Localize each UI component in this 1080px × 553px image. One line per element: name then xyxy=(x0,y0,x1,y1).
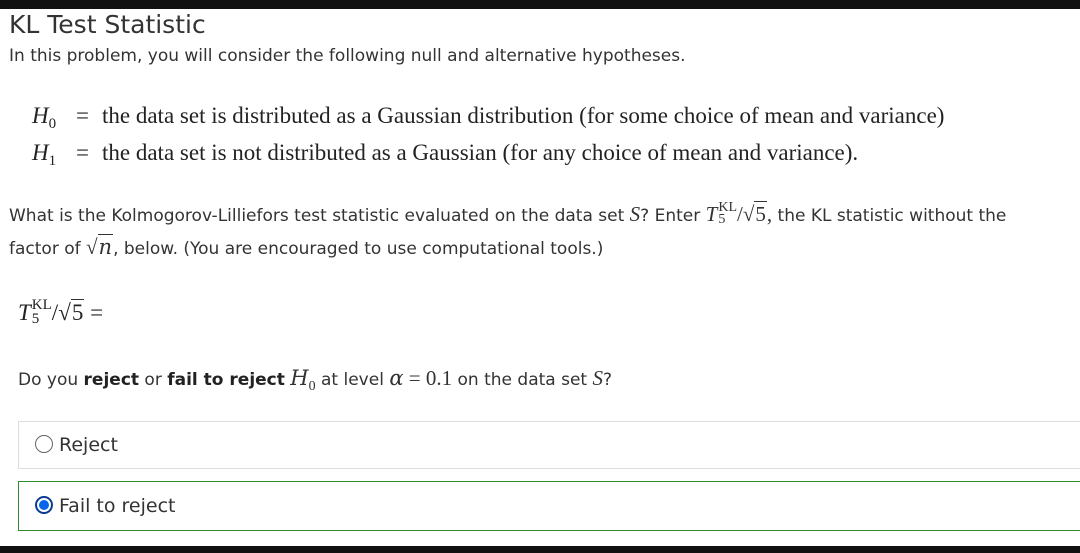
sqrt-n-expression: √n xyxy=(86,235,113,259)
top-bar xyxy=(0,0,1080,9)
bottom-bar xyxy=(0,546,1080,553)
option-fail-to-reject[interactable] xyxy=(18,481,1080,531)
radio-reject[interactable] xyxy=(35,435,53,453)
question-statistic: What is the Kolmogorov-Lilliefors test statistic evaluated on the data set S? Enter T KL 5 /√5, the KL statistic without the factor of √n, below. (You are encouraged to use computational tools.) xyxy=(9,199,1007,259)
h0-inline: $H_0$ xyxy=(290,366,316,395)
h0-symbol: $H_0$ xyxy=(32,103,57,132)
h1-text: the data set is not distributed as a Gaussian (for any choice of mean and variance). xyxy=(102,140,859,165)
problem-title: KL Test Statistic xyxy=(9,10,206,39)
sqrt-symbol: √5 xyxy=(742,202,766,226)
h0-equals: = xyxy=(76,103,89,128)
option-reject[interactable] xyxy=(18,421,1080,469)
alpha-expression: α = 0.1 xyxy=(389,366,453,390)
h1-equals: = xyxy=(76,140,89,165)
question-decision: Do you reject or fail to reject $H_0$ at level α = 0.1 on the data set S? xyxy=(18,366,613,395)
set-symbol: S xyxy=(629,202,641,226)
option-fail-to-reject-label[interactable]: Fail to reject xyxy=(59,495,176,517)
radio-fail-to-reject[interactable] xyxy=(35,496,53,514)
answer-label: T KL 5 /√5 = xyxy=(18,297,104,327)
problem-intro: In this problem, you will consider the following null and alternative hypotheses. xyxy=(9,46,686,66)
h1-symbol: $H_1$ xyxy=(32,140,57,169)
h0-text: the data set is distributed as a Gaussian distribution (for some choice of mean and variance) xyxy=(102,103,945,128)
option-reject-label[interactable]: Reject xyxy=(59,434,118,456)
statistic-expression: T KL 5 /√5, xyxy=(706,202,772,226)
